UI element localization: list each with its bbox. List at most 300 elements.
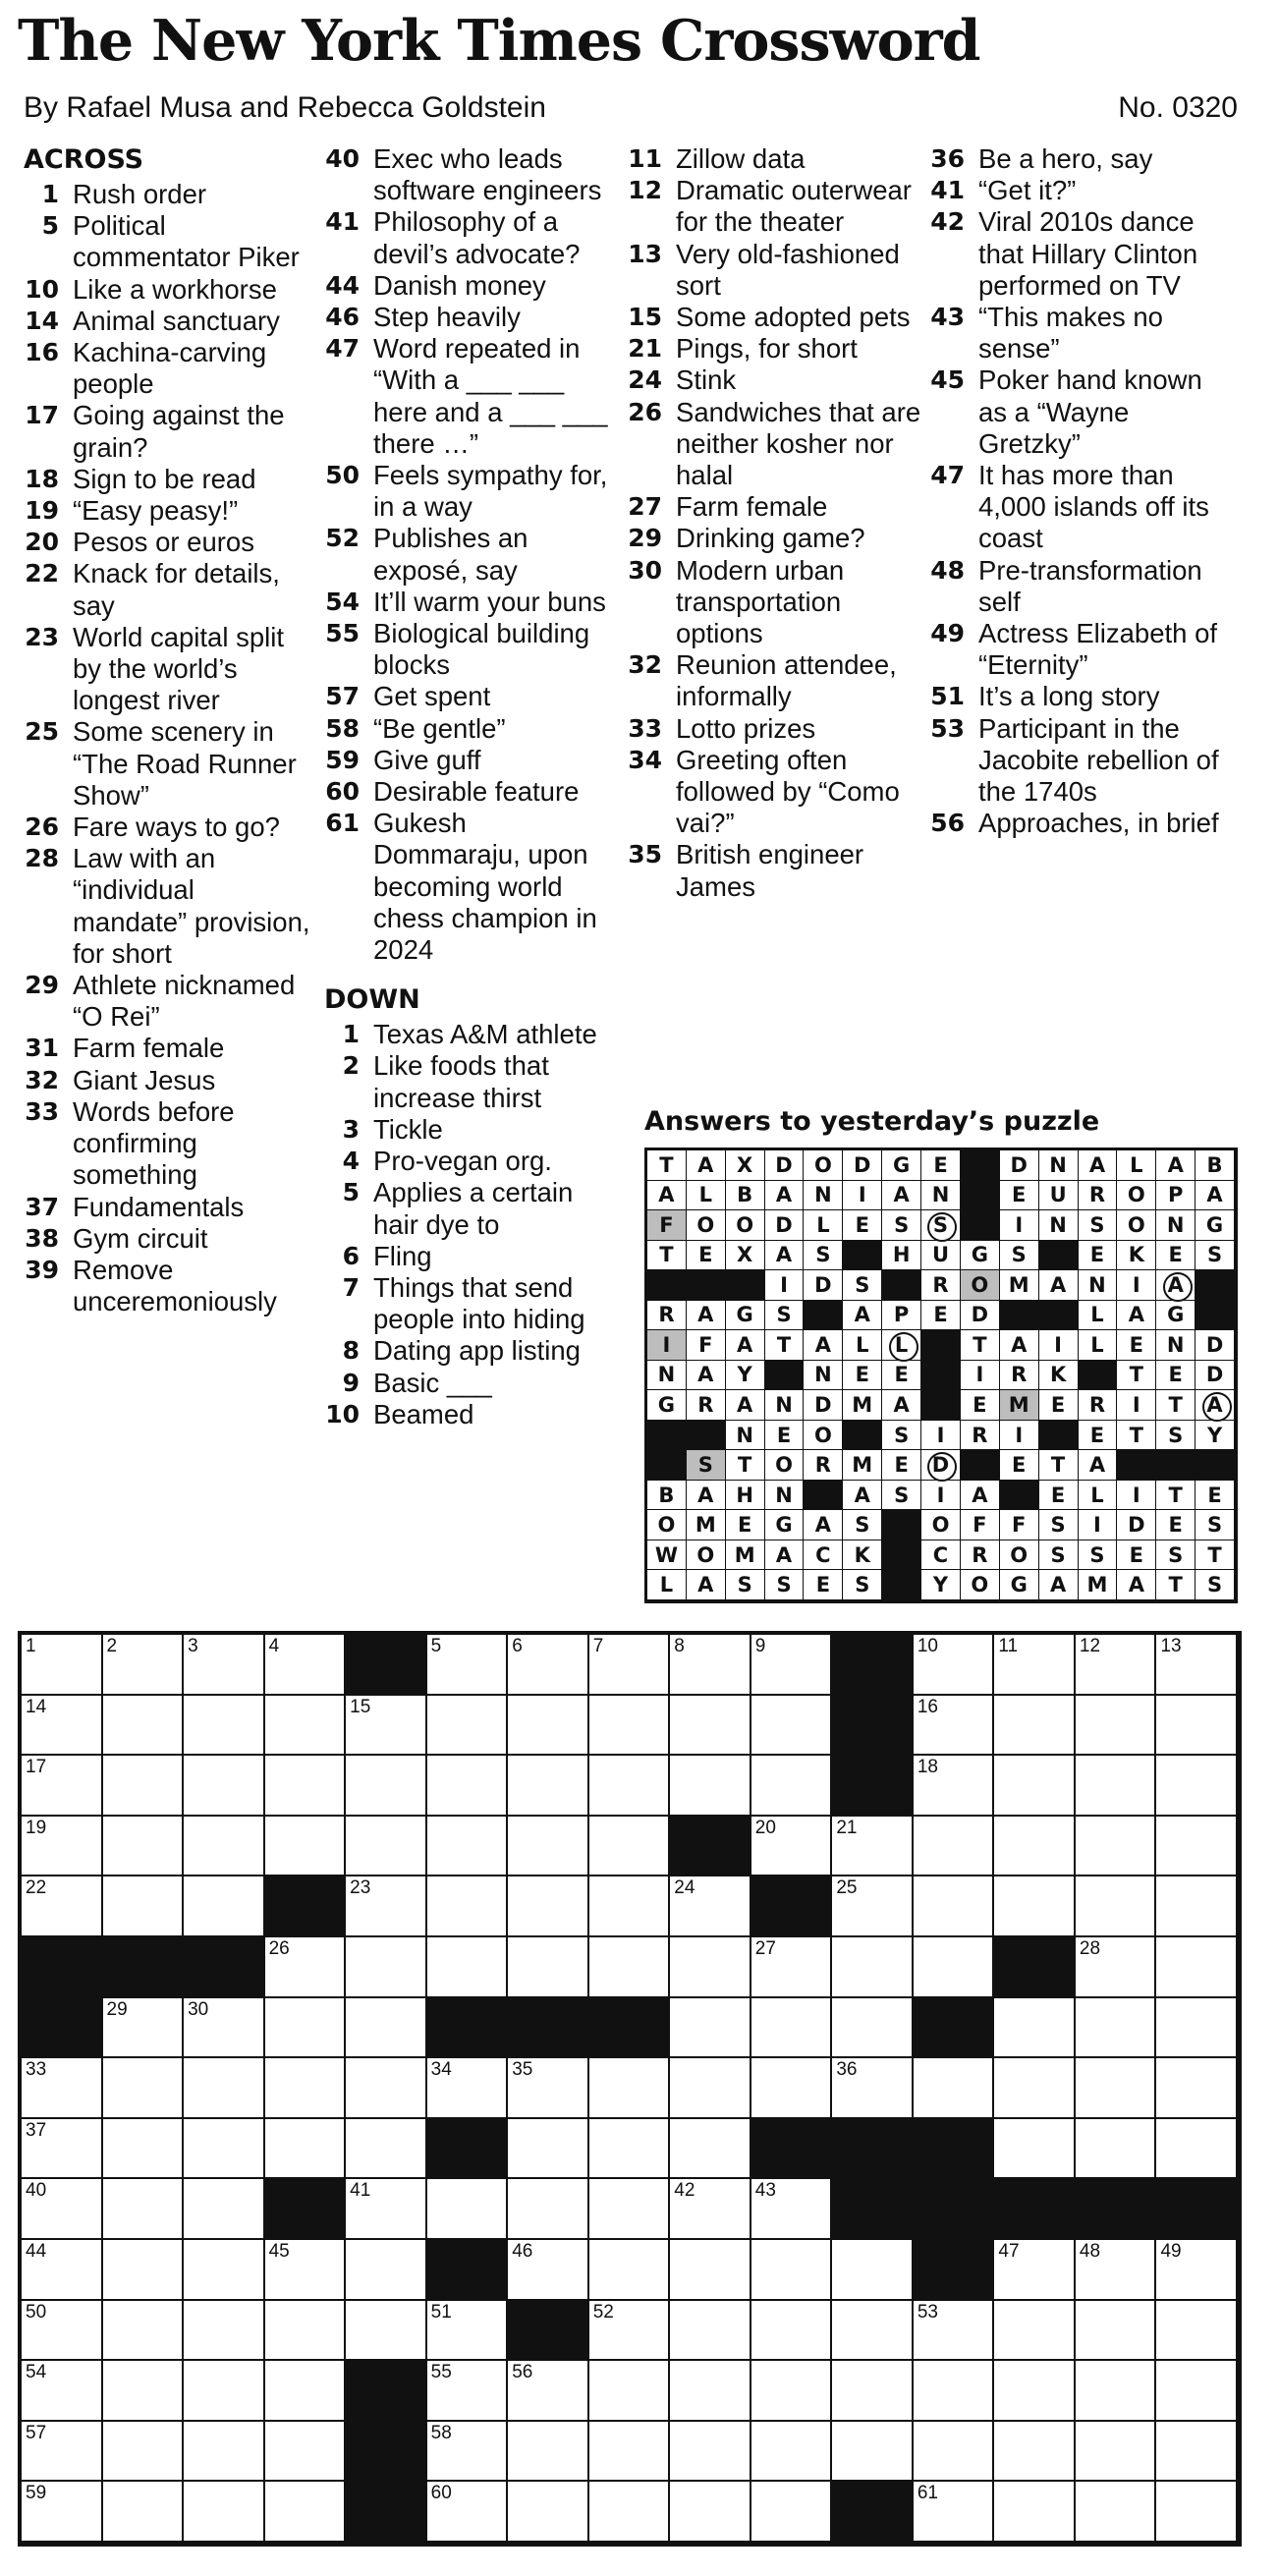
clue-number: 10 <box>25 274 59 304</box>
grid-cell[interactable] <box>265 2240 347 2301</box>
grid-cell[interactable] <box>670 2422 751 2483</box>
grid-cell[interactable] <box>751 2482 833 2543</box>
grid-cell[interactable] <box>832 2361 914 2422</box>
grid-cell[interactable] <box>751 2301 833 2362</box>
grid-cell[interactable] <box>427 2179 509 2240</box>
cell-number: 52 <box>592 2301 614 2323</box>
grid-cell[interactable] <box>589 1937 671 1998</box>
grid-cell[interactable] <box>184 1876 265 1937</box>
grid-cell[interactable] <box>22 1696 103 1757</box>
down-clue[interactable] <box>929 681 1230 712</box>
grid-cell[interactable] <box>914 1635 995 1696</box>
grid-cell[interactable] <box>103 1696 185 1757</box>
grid-cell[interactable] <box>427 1756 509 1817</box>
grid-block <box>346 2422 427 2483</box>
grid-cell[interactable] <box>670 1756 751 1817</box>
grid-cell[interactable] <box>1156 1696 1238 1757</box>
grid-cell[interactable] <box>589 1696 671 1757</box>
grid-cell[interactable] <box>1156 1635 1238 1696</box>
grid-cell[interactable] <box>508 2119 589 2180</box>
cell-number: 27 <box>754 1937 776 1959</box>
across-clue[interactable] <box>24 843 314 970</box>
grid-cell[interactable] <box>184 1756 265 1817</box>
grid-cell[interactable] <box>103 2058 185 2119</box>
answer-cell: R <box>1079 1390 1118 1421</box>
across-clue[interactable] <box>324 206 619 269</box>
grid-cell[interactable] <box>914 1817 995 1877</box>
down-clue[interactable] <box>627 555 921 650</box>
grid-cell[interactable] <box>22 2240 103 2301</box>
grid-cell[interactable] <box>103 2361 185 2422</box>
down-clue[interactable] <box>324 1177 619 1240</box>
down-clue[interactable] <box>929 555 1230 618</box>
grid-cell[interactable] <box>994 2301 1076 2362</box>
grid-cell[interactable] <box>265 2422 347 2483</box>
cell-number: 46 <box>512 2240 533 2262</box>
grid-cell[interactable] <box>670 1876 751 1937</box>
across-clue[interactable] <box>24 306 314 337</box>
grid-cell[interactable] <box>1156 2119 1238 2180</box>
grid-cell[interactable] <box>103 1635 185 1696</box>
grid-cell[interactable] <box>914 1696 995 1757</box>
across-clue[interactable] <box>24 622 314 717</box>
grid-cell[interactable] <box>346 1696 427 1757</box>
grid-cell[interactable] <box>103 2422 185 2483</box>
across-clue[interactable] <box>24 527 314 558</box>
grid-cell[interactable] <box>589 2240 671 2301</box>
grid-cell[interactable] <box>346 1937 427 1998</box>
grid-cell[interactable] <box>1076 1756 1157 1817</box>
down-clue[interactable] <box>627 302 921 333</box>
grid-cell[interactable] <box>832 1998 914 2059</box>
grid-cell[interactable] <box>589 2361 671 2422</box>
cell-number: 16 <box>917 1696 938 1717</box>
grid-cell[interactable] <box>22 1817 103 1877</box>
grid-cell[interactable] <box>265 2301 347 2362</box>
grid-cell[interactable] <box>589 2058 671 2119</box>
across-clue[interactable] <box>324 270 619 302</box>
grid-cell[interactable] <box>184 2119 265 2180</box>
down-clue[interactable] <box>929 618 1230 681</box>
clue-number: 6 <box>342 1241 360 1270</box>
grid-cell[interactable] <box>1076 2119 1157 2180</box>
across-clue[interactable] <box>324 460 619 523</box>
grid-cell[interactable] <box>832 1937 914 1998</box>
down-clue[interactable] <box>324 1019 619 1050</box>
grid-cell[interactable] <box>994 2422 1076 2483</box>
grid-cell[interactable] <box>994 1696 1076 1757</box>
clue-text: Knack for details, say <box>73 558 280 621</box>
down-clue[interactable] <box>627 491 921 523</box>
grid-cell[interactable] <box>994 1998 1076 2059</box>
answer-block <box>765 1361 805 1391</box>
grid-cell[interactable] <box>994 1817 1076 1877</box>
grid-cell[interactable] <box>670 2119 751 2180</box>
grid-cell[interactable] <box>265 1696 347 1757</box>
down-clue[interactable] <box>627 333 921 364</box>
grid-cell[interactable] <box>751 2058 833 2119</box>
across-clue[interactable] <box>24 274 314 306</box>
grid-cell[interactable] <box>346 2179 427 2240</box>
grid-cell[interactable] <box>184 1696 265 1757</box>
grid-cell[interactable] <box>103 1817 185 1877</box>
grid-cell[interactable] <box>914 2301 995 2362</box>
grid-cell[interactable] <box>22 2179 103 2240</box>
grid-cell[interactable] <box>670 2240 751 2301</box>
grid-cell[interactable] <box>184 2240 265 2301</box>
across-clue[interactable] <box>24 1255 314 1317</box>
grid-cell[interactable] <box>994 2361 1076 2422</box>
grid-cell[interactable] <box>103 2179 185 2240</box>
answer-cell: E <box>1117 1330 1156 1361</box>
grid-block <box>832 1696 914 1757</box>
grid-cell[interactable] <box>1156 2361 1238 2422</box>
answer-cell: E <box>882 1361 921 1391</box>
answer-cell: D <box>804 1390 843 1421</box>
across-clue[interactable] <box>24 1033 314 1064</box>
grid-cell[interactable] <box>589 1635 671 1696</box>
grid-cell[interactable] <box>751 2240 833 2301</box>
down-clue[interactable] <box>324 1146 619 1177</box>
grid-cell[interactable] <box>1076 2361 1157 2422</box>
across-clue[interactable] <box>24 337 314 400</box>
grid-cell[interactable] <box>508 2422 589 2483</box>
grid-cell[interactable] <box>346 1876 427 1937</box>
grid-cell[interactable] <box>589 2179 671 2240</box>
across-clue[interactable] <box>324 713 619 745</box>
down-clue[interactable] <box>929 302 1230 364</box>
across-clue[interactable] <box>324 587 619 618</box>
answer-cell: F <box>647 1210 687 1241</box>
grid-cell[interactable] <box>1076 2240 1157 2301</box>
grid-cell[interactable] <box>832 2058 914 2119</box>
across-clue[interactable] <box>324 523 619 586</box>
grid-cell[interactable] <box>346 1817 427 1877</box>
crossword-grid[interactable] <box>18 1631 1242 2547</box>
grid-cell[interactable] <box>832 2240 914 2301</box>
grid-cell[interactable] <box>508 1635 589 1696</box>
grid-cell[interactable] <box>22 2361 103 2422</box>
down-clue[interactable] <box>627 713 921 745</box>
across-clue[interactable] <box>24 400 314 463</box>
clue-number: 29 <box>628 524 662 553</box>
grid-cell[interactable] <box>184 2361 265 2422</box>
grid-cell[interactable] <box>22 2119 103 2180</box>
grid-cell[interactable] <box>427 1937 509 1998</box>
grid-cell[interactable] <box>103 2301 185 2362</box>
grid-cell[interactable] <box>508 2058 589 2119</box>
grid-cell[interactable] <box>184 2058 265 2119</box>
answer-cell: I <box>1117 1481 1156 1511</box>
grid-cell[interactable] <box>1076 2482 1157 2543</box>
grid-cell[interactable] <box>427 1635 509 1696</box>
grid-cell[interactable] <box>914 2422 995 2483</box>
grid-cell[interactable] <box>1156 2482 1238 2543</box>
grid-cell[interactable] <box>994 2058 1076 2119</box>
grid-cell[interactable] <box>994 1876 1076 1937</box>
grid-cell[interactable] <box>670 2361 751 2422</box>
cell-number: 25 <box>836 1877 858 1899</box>
grid-cell[interactable] <box>184 1635 265 1696</box>
grid-cell[interactable] <box>589 1876 671 1937</box>
grid-cell[interactable] <box>427 2058 509 2119</box>
across-clue[interactable] <box>24 558 314 621</box>
grid-cell[interactable] <box>265 2361 347 2422</box>
across-clue[interactable] <box>24 179 314 210</box>
grid-cell[interactable] <box>1076 1998 1157 2059</box>
grid-cell[interactable] <box>589 1817 671 1877</box>
grid-cell[interactable] <box>670 1998 751 2059</box>
grid-cell[interactable] <box>751 2361 833 2422</box>
grid-cell[interactable] <box>22 1635 103 1696</box>
grid-cell[interactable] <box>508 2179 589 2240</box>
grid-cell[interactable] <box>265 1756 347 1817</box>
grid-cell[interactable] <box>994 2482 1076 2543</box>
grid-cell[interactable] <box>1076 2301 1157 2362</box>
grid-cell[interactable] <box>589 2422 671 2483</box>
grid-cell[interactable] <box>508 1756 589 1817</box>
grid-cell[interactable] <box>751 1696 833 1757</box>
grid-cell[interactable] <box>508 1817 589 1877</box>
down-clue[interactable] <box>929 713 1230 809</box>
clue-text: Step heavily <box>373 302 521 333</box>
grid-cell[interactable] <box>1156 1937 1238 1998</box>
grid-cell[interactable] <box>751 1635 833 1696</box>
down-clue[interactable] <box>324 1114 619 1146</box>
grid-cell[interactable] <box>346 1756 427 1817</box>
grid-cell[interactable] <box>103 2482 185 2543</box>
across-clue[interactable] <box>24 1065 314 1096</box>
grid-cell[interactable] <box>1076 1635 1157 1696</box>
grid-cell[interactable] <box>832 2301 914 2362</box>
grid-cell[interactable] <box>670 2058 751 2119</box>
down-clue[interactable] <box>324 1050 619 1113</box>
grid-cell[interactable] <box>832 2422 914 2483</box>
grid-cell[interactable] <box>346 2301 427 2362</box>
grid-cell[interactable] <box>22 2482 103 2543</box>
grid-cell[interactable] <box>832 1817 914 1877</box>
down-clue[interactable] <box>627 745 921 840</box>
grid-cell[interactable] <box>589 1756 671 1817</box>
grid-cell[interactable] <box>589 2119 671 2180</box>
across-clue[interactable] <box>24 716 314 812</box>
answer-cell: S <box>921 1210 961 1241</box>
grid-cell[interactable] <box>1076 1937 1157 1998</box>
across-clue[interactable] <box>24 970 314 1033</box>
grid-cell[interactable] <box>22 2422 103 2483</box>
answer-cell: L <box>647 1570 687 1600</box>
down-clue[interactable] <box>627 239 921 302</box>
across-clue[interactable] <box>24 495 314 527</box>
grid-cell[interactable] <box>914 1937 995 1998</box>
down-clue[interactable] <box>929 460 1230 555</box>
grid-cell[interactable] <box>1156 1756 1238 1817</box>
answer-cell: K <box>1039 1361 1079 1391</box>
across-clue[interactable] <box>24 210 314 273</box>
clue-column-1 <box>24 143 314 1317</box>
grid-cell[interactable] <box>103 2240 185 2301</box>
grid-cell[interactable] <box>994 2240 1076 2301</box>
grid-cell[interactable] <box>751 1817 833 1877</box>
grid-cell[interactable] <box>1076 2422 1157 2483</box>
down-clue[interactable] <box>627 397 921 492</box>
grid-cell[interactable] <box>914 2058 995 2119</box>
grid-cell[interactable] <box>670 1696 751 1757</box>
down-clue[interactable] <box>627 364 921 396</box>
grid-cell[interactable] <box>670 2482 751 2543</box>
grid-cell[interactable] <box>427 2301 509 2362</box>
across-clue[interactable] <box>324 333 619 460</box>
grid-cell[interactable] <box>914 1876 995 1937</box>
down-clue[interactable] <box>324 1335 619 1367</box>
grid-cell[interactable] <box>346 1998 427 2059</box>
answer-cell: K <box>1117 1241 1156 1271</box>
grid-cell[interactable] <box>103 1998 185 2059</box>
grid-cell[interactable] <box>265 2119 347 2180</box>
answer-cell: R <box>804 1450 843 1481</box>
grid-cell[interactable] <box>589 2482 671 2543</box>
grid-cell[interactable] <box>265 1635 347 1696</box>
answer-cell: D <box>804 1270 843 1301</box>
down-clue[interactable] <box>929 175 1230 206</box>
grid-cell[interactable] <box>1076 1817 1157 1877</box>
clue-number: 33 <box>628 713 662 743</box>
grid-cell[interactable] <box>1156 2301 1238 2362</box>
across-clue[interactable] <box>324 776 619 808</box>
grid-cell[interactable] <box>508 2361 589 2422</box>
grid-cell[interactable] <box>589 2301 671 2362</box>
clue-text: Pings, for short <box>676 333 858 364</box>
down-clue[interactable] <box>627 523 921 554</box>
grid-cell[interactable] <box>1156 2240 1238 2301</box>
grid-cell[interactable] <box>265 2058 347 2119</box>
grid-cell[interactable] <box>427 2422 509 2483</box>
grid-cell[interactable] <box>265 1998 347 2059</box>
down-clue[interactable] <box>324 1272 619 1335</box>
down-clue[interactable] <box>929 143 1230 175</box>
answer-block <box>1196 1450 1235 1481</box>
grid-cell[interactable] <box>184 1998 265 2059</box>
grid-cell[interactable] <box>22 1876 103 1937</box>
grid-cell[interactable] <box>1156 1817 1238 1877</box>
across-clue[interactable] <box>24 1096 314 1192</box>
grid-cell[interactable] <box>751 2179 833 2240</box>
across-clue[interactable] <box>324 681 619 712</box>
grid-cell[interactable] <box>427 1817 509 1877</box>
grid-cell[interactable] <box>346 2119 427 2180</box>
grid-cell[interactable] <box>184 1817 265 1877</box>
grid-cell[interactable] <box>508 1937 589 1998</box>
grid-cell[interactable] <box>1156 2058 1238 2119</box>
down-clue[interactable] <box>627 839 921 902</box>
grid-cell[interactable] <box>1156 2422 1238 2483</box>
down-clue[interactable] <box>929 206 1230 302</box>
grid-cell[interactable] <box>265 1937 347 1998</box>
grid-cell[interactable] <box>994 1756 1076 1817</box>
down-clue[interactable] <box>929 808 1230 839</box>
grid-cell[interactable] <box>184 2482 265 2543</box>
grid-cell[interactable] <box>994 1635 1076 1696</box>
grid-cell[interactable] <box>184 2422 265 2483</box>
grid-cell[interactable] <box>427 1696 509 1757</box>
grid-cell[interactable] <box>914 1756 995 1817</box>
grid-cell[interactable] <box>103 1876 185 1937</box>
cell-number: 15 <box>350 1696 371 1717</box>
across-clue[interactable] <box>24 812 314 843</box>
grid-cell[interactable] <box>670 1937 751 1998</box>
grid-cell[interactable] <box>508 1876 589 1937</box>
grid-cell[interactable] <box>103 2119 185 2180</box>
grid-cell[interactable] <box>751 1937 833 1998</box>
grid-cell[interactable] <box>508 2240 589 2301</box>
grid-cell[interactable] <box>751 1998 833 2059</box>
grid-cell[interactable] <box>427 2482 509 2543</box>
grid-cell[interactable] <box>184 2301 265 2362</box>
grid-cell[interactable] <box>427 1876 509 1937</box>
down-clue[interactable] <box>627 143 921 175</box>
grid-cell[interactable] <box>1076 1696 1157 1757</box>
grid-cell[interactable] <box>914 2361 995 2422</box>
grid-cell[interactable] <box>22 1756 103 1817</box>
across-clue[interactable] <box>24 1192 314 1223</box>
down-clue[interactable] <box>627 649 921 712</box>
clue-number: 38 <box>25 1223 59 1253</box>
grid-cell[interactable] <box>1156 1998 1238 2059</box>
grid-cell[interactable] <box>670 2301 751 2362</box>
grid-cell[interactable] <box>751 1756 833 1817</box>
down-clue[interactable] <box>929 364 1230 460</box>
grid-cell[interactable] <box>508 1696 589 1757</box>
answer-cell: L <box>1079 1301 1118 1331</box>
grid-cell[interactable] <box>346 2240 427 2301</box>
down-clue[interactable] <box>324 1399 619 1430</box>
grid-cell[interactable] <box>1076 1876 1157 1937</box>
across-clue[interactable] <box>24 1223 314 1255</box>
grid-cell[interactable] <box>670 2179 751 2240</box>
across-clue[interactable] <box>324 143 619 206</box>
grid-cell[interactable] <box>427 2361 509 2422</box>
grid-cell[interactable] <box>184 2179 265 2240</box>
across-clue[interactable] <box>24 464 314 495</box>
grid-cell[interactable] <box>1076 2058 1157 2119</box>
grid-cell[interactable] <box>265 2482 347 2543</box>
grid-cell[interactable] <box>751 2422 833 2483</box>
grid-cell[interactable] <box>670 1635 751 1696</box>
down-clue[interactable] <box>324 1368 619 1399</box>
grid-block <box>346 2361 427 2422</box>
across-clue[interactable] <box>324 745 619 776</box>
answer-cell: D <box>843 1150 882 1181</box>
grid-cell[interactable] <box>508 2482 589 2543</box>
grid-cell[interactable] <box>265 1817 347 1877</box>
down-clue[interactable] <box>324 1241 619 1272</box>
grid-cell[interactable] <box>914 2482 995 2543</box>
grid-cell[interactable] <box>103 1756 185 1817</box>
cell-number: 2 <box>106 1636 118 1656</box>
across-clue[interactable] <box>324 808 619 966</box>
clue-text: Publishes an exposé, say <box>373 523 528 586</box>
grid-cell[interactable] <box>994 2119 1076 2180</box>
grid-cell[interactable] <box>832 1876 914 1937</box>
across-clue[interactable] <box>324 618 619 681</box>
across-clue[interactable] <box>324 302 619 333</box>
grid-cell[interactable] <box>1156 1876 1238 1937</box>
grid-cell[interactable] <box>346 2058 427 2119</box>
answer-cell: C <box>804 1540 843 1571</box>
grid-cell[interactable] <box>22 2301 103 2362</box>
down-clue[interactable] <box>627 175 921 238</box>
grid-cell[interactable] <box>22 2058 103 2119</box>
